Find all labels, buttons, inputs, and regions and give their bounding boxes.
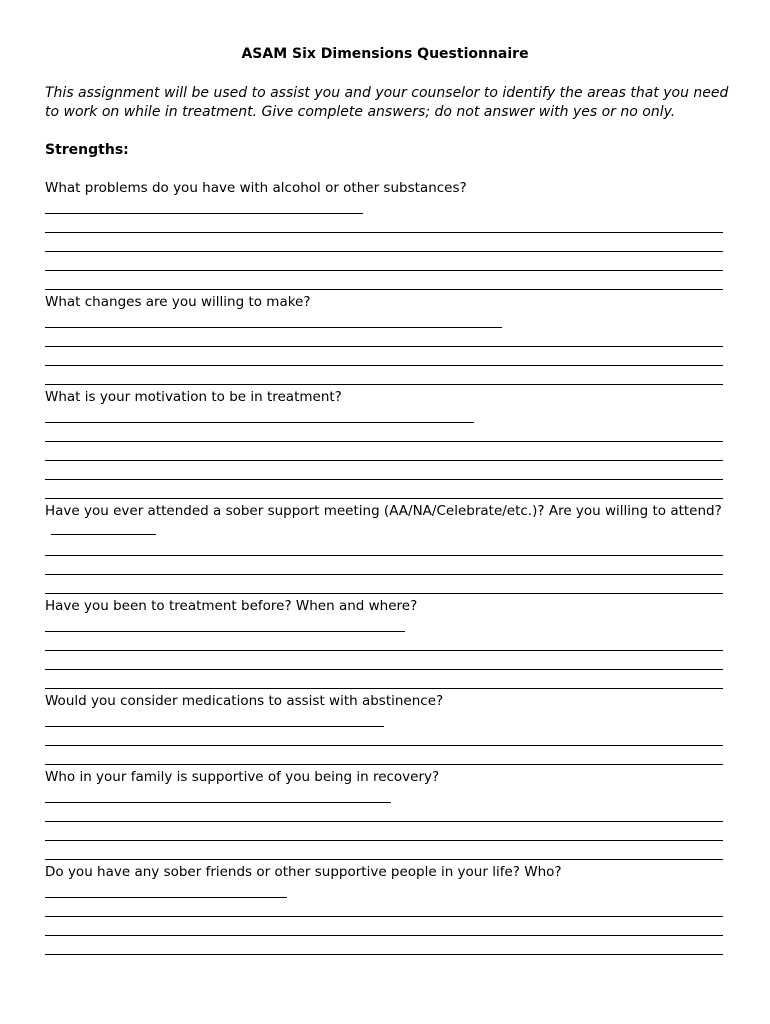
answer-line[interactable] — [45, 802, 391, 803]
answer-line[interactable] — [45, 726, 384, 727]
answer-line[interactable] — [45, 631, 405, 632]
answer-line[interactable] — [45, 650, 723, 651]
answer-line[interactable] — [45, 574, 723, 575]
answer-line[interactable] — [45, 289, 723, 290]
answer-line[interactable] — [45, 270, 723, 271]
answer-line[interactable] — [45, 916, 723, 917]
answer-line[interactable] — [45, 688, 723, 689]
answer-line[interactable] — [45, 460, 723, 461]
answer-line[interactable] — [45, 365, 723, 366]
answer-line[interactable] — [45, 498, 723, 499]
strengths-heading: Strengths: — [45, 142, 129, 158]
answer-line[interactable] — [45, 422, 474, 423]
answer-line[interactable] — [45, 346, 723, 347]
question-8: Do you have any sober friends or other supportive people in your life? Who? — [45, 864, 562, 880]
page-title: ASAM Six Dimensions Questionnaire — [241, 46, 529, 62]
question-4 — [45, 502, 735, 541]
inline-answer-line[interactable] — [51, 521, 156, 535]
answer-line[interactable] — [45, 764, 723, 765]
answer-line[interactable] — [45, 935, 723, 936]
question-7: Who in your family is supportive of you being in recovery? — [45, 769, 440, 785]
answer-line[interactable] — [45, 213, 363, 214]
question-4-text: Have you ever attended a sober support meeting (AA/NA/Celebrate/etc.)? Are you willing to attend? — [45, 503, 722, 519]
intro-paragraph: This assignment will be used to assist you and your counselor to identify the areas that you need to work on while in treatment. Give complete answers; do not answer with yes or no only. — [45, 85, 729, 120]
answer-line[interactable] — [45, 441, 723, 442]
answer-line[interactable] — [45, 859, 723, 860]
answer-line[interactable] — [45, 897, 287, 898]
question-3: What is your motivation to be in treatment? — [45, 389, 342, 405]
question-1: What problems do you have with alcohol or other substances? — [45, 180, 467, 196]
answer-line[interactable] — [45, 669, 723, 670]
answer-line[interactable] — [45, 840, 723, 841]
answer-line[interactable] — [45, 232, 723, 233]
answer-line[interactable] — [45, 327, 502, 328]
question-5: Have you been to treatment before? When and where? — [45, 598, 418, 614]
answer-line[interactable] — [45, 954, 723, 955]
question-6: Would you consider medications to assist with abstinence? — [45, 693, 444, 709]
answer-line[interactable] — [45, 384, 723, 385]
answer-line[interactable] — [45, 479, 723, 480]
answer-line[interactable] — [45, 821, 723, 822]
answer-line[interactable] — [45, 555, 723, 556]
answer-line[interactable] — [45, 593, 723, 594]
answer-line[interactable] — [45, 251, 723, 252]
question-2: What changes are you willing to make? — [45, 294, 311, 310]
answer-line[interactable] — [45, 745, 723, 746]
